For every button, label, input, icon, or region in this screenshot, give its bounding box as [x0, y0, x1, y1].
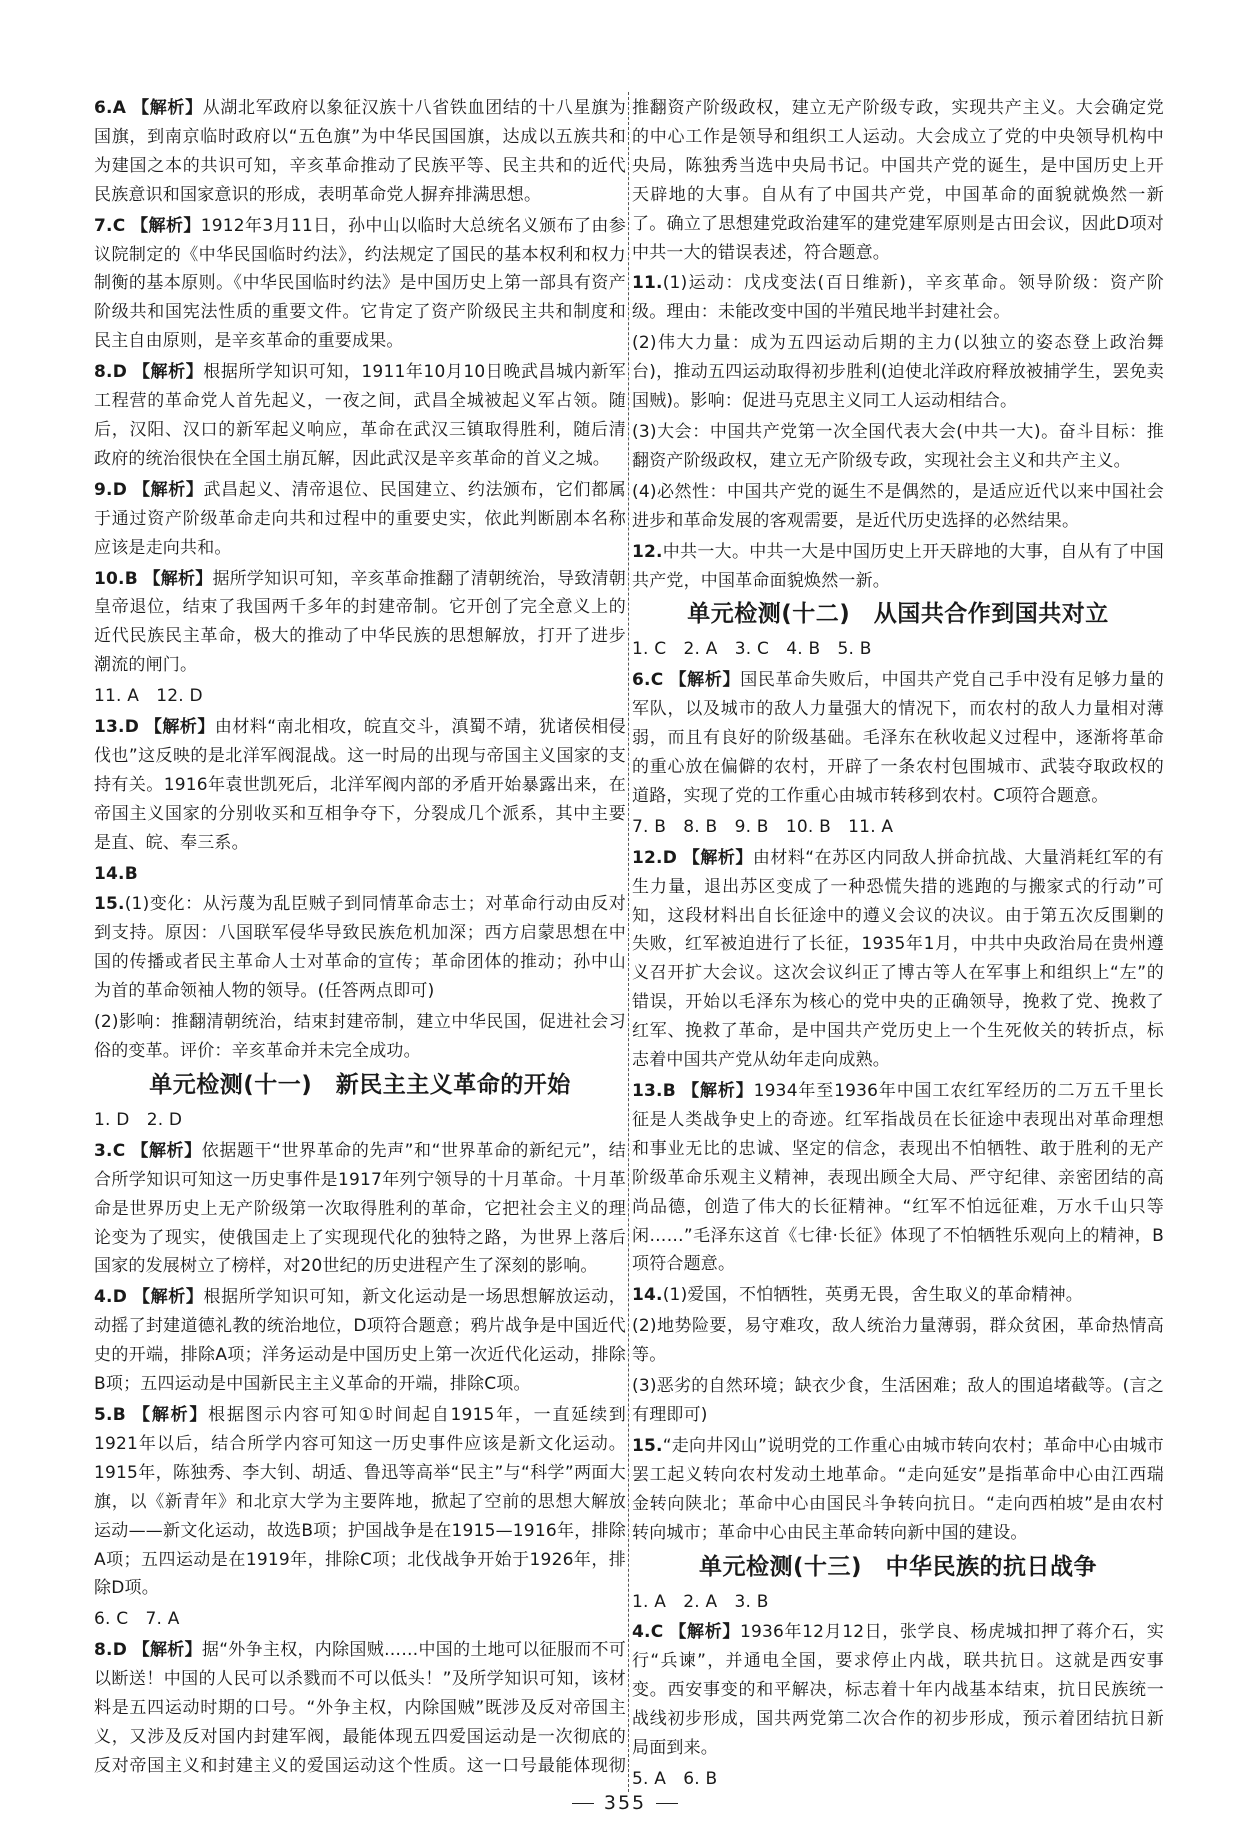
question-number: 15.: [632, 1435, 663, 1456]
analysis-tag: 【解析】: [669, 670, 741, 691]
question-number: 4.: [632, 1622, 651, 1643]
answer-text: 1. C 2. A 3. C 4. B 5. B: [632, 639, 872, 660]
answer-text: 1. A 2. A 3. B: [632, 1591, 769, 1612]
answer-text: 推翻资产阶级政权，建立无产阶级专政，实现共产主义。大会确定党的中心工作是领导和组织工人运动。大会成立了党的中央领导机构中央局，陈独秀当选中央局书记。中国共产党的诞生，是中国历史上开天辟地的大事。自从有了中国共产党，中国革命的面貌就焕然一新了。确立了思想建党政治建军的建党建军原则是古田会议，因此D项对中共一大的错误表述，符合题意。: [632, 98, 1164, 263]
question-number: 13.: [94, 717, 125, 738]
answer-item: [94, 1283, 626, 1399]
answer-item: [94, 682, 626, 711]
answer-item: [94, 1137, 626, 1282]
answer-text: 据所学知识可知，辛亥革命推翻了清朝统治，导致清朝皇帝退位，结束了我国两千多年的封建帝制。它开创了完全意义上的近代民族民主革命，极大的推动了中华民族的思想解放，打开了进步潮流的闸门。: [94, 568, 626, 676]
answer-choice: C: [112, 1140, 126, 1161]
answer-item: [632, 1618, 1164, 1763]
answer-choice: C: [112, 215, 126, 236]
answer-item: [94, 476, 626, 563]
answer-choice: B: [124, 863, 138, 884]
analysis-tag: 【解析】: [132, 98, 203, 118]
answer-text: 5. A 6. B: [632, 1768, 718, 1784]
left-column: [94, 94, 626, 1784]
answer-item: [94, 713, 626, 858]
answer-item: [632, 269, 1164, 327]
answer-text: 根据所学知识可知，新文化运动是一场思想解放运动，动摇了封建道德礼教的统治地位，D项符合题意；鸦片战争是中国近代史的开端，排除A项；洋务运动是中国历史上第一次近代化运动，排除B项；五四运动是中国新民主主义革命的开端，排除C项。: [94, 1287, 626, 1395]
answer-item: [632, 813, 1164, 842]
answer-subpart: [632, 94, 1164, 267]
answer-text: 1912年3月11日，孙中山以临时大总统名义颁布了由参议院制定的《中华民国临时约法》，约法规定了国民的基本权利和权力制衡的基本原则。《中华民国临时约法》是中国历史上第一部具有资产阶级共和国宪法性质的重要文件。它肯定了资产阶级民主共和制度和民主自由原则，是辛亥革命的重要成果。: [94, 215, 626, 352]
question-number: 15.: [94, 894, 125, 915]
analysis-tag: 【解析】: [144, 717, 215, 738]
answer-text: (3)恶劣的自然环境；缺衣少食，生活困难；敌人的围追堵截等。(言之有理即可): [632, 1376, 1164, 1425]
answer-text: (4)必然性：中国共产党的诞生不是偶然的，是适应近代以来中国社会进步和革命发展的客观需要，是近代历史选择的必然结果。: [632, 481, 1164, 531]
answer-text: 武昌起义、清帝退位、民国建立、约法颁布，它们都属于通过资产阶级革命走向共和过程中的重要史实，依此判断剧本名称应该是走向共和。: [94, 479, 626, 558]
analysis-tag: 【解析】: [131, 215, 201, 236]
section-heading: 单元检测(十三) 中华民族的抗日战争: [698, 1553, 1098, 1580]
answer-item: [94, 212, 626, 357]
answer-subpart: [632, 1312, 1164, 1370]
question-number: 3.: [94, 1140, 113, 1161]
answer-subpart: [632, 478, 1164, 536]
answer-text: “走向井冈山”说明党的工作重心由城市转向农村；革命中心由城市罢工起义转向农村发动土地革命。“走向延安”是指革命中心由江西瑞金转向陕北；革命中心由国民斗争转向抗日。“走向西柏坡”是由农村转向城市；革命中心由民主革命转向新中国的建设。: [632, 1435, 1164, 1543]
section-heading: 单元检测(十一) 新民主主义革命的开始: [149, 1071, 571, 1098]
answer-choice: C: [650, 670, 664, 691]
answer-item: [94, 1106, 626, 1135]
answer-item: [94, 1636, 626, 1784]
answer-text: 从湖北军政府以象征汉族十八省铁血团结的十八星旗为国旗，到南京临时政府以“五色旗”为中华民国国旗，达成以五族共和为建国之本的共识可知，辛亥革命推动了民族平等、民主共和的近代民族意识和国家意识的形成，表明革命党人摒弃排满思想。: [94, 98, 626, 205]
answer-text: 1. D 2. D: [94, 1109, 183, 1130]
answer-item: [632, 1077, 1164, 1279]
page-footer: [0, 1792, 1250, 1814]
answer-text: (1)爱国，不怕牺牲，英勇无畏，舍生取义的革命精神。: [662, 1285, 1083, 1306]
answer-choice: D: [662, 847, 678, 868]
answer-choice: B: [124, 568, 138, 589]
footer-dash-left: [572, 1803, 594, 1804]
footer-dash-right: [656, 1803, 678, 1804]
answer-text: (3)大会：中国共产党第一次全国代表大会(中共一大)。奋斗目标：推翻资产阶级政权，建立无产阶级专政，实现社会主义和共产主义。: [632, 421, 1164, 471]
answer-text: 根据所学知识可知，1911年10月10日晚武昌城内新军工程营的革命党人首先起义，一夜之间，武昌全城被起义军占领。随后，汉阳、汉口的新军起义响应，革命在武汉三镇取得胜利，随后清政府的统治很快在全国土崩瓦解，因此武汉是辛亥革命的首义之城。: [94, 362, 626, 469]
answer-text: 国民革命失败后，中国共产党自己手中没有足够力量的军队，以及城市的敌人力量强大的情况下，而农村的敌人力量相对薄弱，而且有良好的阶级基础。毛泽东在秋收起义过程中，逐渐将革命的重心放在偏僻的农村，开辟了一条农村包围城市、武装夺取政权的道路，实现了党的工作重心由城市转移到农村。C项符合题意。: [632, 670, 1164, 806]
answer-item: [94, 358, 626, 474]
answer-choice: B: [662, 1081, 676, 1101]
question-number: 10.: [94, 568, 125, 589]
analysis-tag: 【解析】: [131, 1140, 202, 1161]
answer-text: 6. C 7. A: [94, 1609, 180, 1630]
answer-text: 1936年12月12日，张学良、杨虎城扣押了蒋介石，实行“兵谏”，并通电全国，要求停止内战，联共抗日。这就是西安事变。西安事变的和平解决，标志着十年内战基本结束，抗日民族统一战线初步形成，国共两党第二次合作的初步形成，预示着团结抗日新局面到来。: [632, 1622, 1164, 1759]
answer-subpart: [94, 1008, 626, 1066]
question-number: 8.: [94, 1640, 113, 1661]
analysis-tag: 【解析】: [133, 1404, 209, 1425]
answer-subpart: [632, 418, 1164, 476]
analysis-tag: 【解析】: [132, 362, 204, 383]
answer-choice: D: [112, 479, 127, 500]
question-number: 6.: [632, 670, 651, 691]
analysis-tag: 【解析】: [143, 568, 213, 589]
answer-item: [632, 635, 1164, 664]
analysis-tag: 【解析】: [133, 479, 204, 500]
question-number: 12.: [632, 541, 663, 562]
answer-choice: B: [112, 1404, 126, 1425]
answer-subpart: [632, 1372, 1164, 1430]
question-number: 4.: [94, 1287, 113, 1308]
answer-choice: A: [112, 98, 127, 118]
answer-text: 由材料“在苏区内同敌人拼命抗战、大量消耗红军的有生力量，退出苏区变成了一种恐慌失措的逃跑的与搬家式的行动”可知，这段材料出自长征途中的遵义会议的决议。由于第五次反围剿的失败，红军被迫进行了长征，1935年1月，中共中央政治局在贵州遵义召开扩大会议。这次会议纠正了博古等人在军事上和组织上“左”的错误，开始以毛泽东为核心的党中央的正确领导，挽救了党、挽救了红军、挽救了革命，是中国共产党历史上一个生死攸关的转折点，标志着中国共产党从幼年走向成熟。: [632, 847, 1164, 1071]
question-number: 6.: [94, 98, 113, 118]
answer-text: (2)伟大力量：成为五四运动后期的主力(以独立的姿态登上政治舞台)，推动五四运动取得初步胜利(迫使北洋政府释放被捕学生，罢免卖国贼)。影响：促进马克思主义同工人运动相结合。: [632, 333, 1164, 412]
answer-item: [632, 844, 1164, 1075]
question-number: 9.: [94, 479, 113, 500]
page-number: 355: [603, 1792, 647, 1814]
analysis-tag: 【解析】: [669, 1622, 740, 1643]
answer-item: [632, 538, 1164, 596]
answer-text: (2)影响：推翻清朝统治，结束封建帝制，建立中华民国，促进社会习俗的变革。评价：辛亥革命并未完全成功。: [94, 1012, 626, 1061]
analysis-tag: 【解析】: [682, 1081, 754, 1101]
right-column: [632, 94, 1164, 1784]
answer-choice: C: [650, 1622, 664, 1643]
answer-item: [94, 1401, 626, 1603]
answer-item: [632, 1765, 1164, 1784]
answer-text: 中共一大。中共一大是中国历史上开天辟地的大事，自从有了中国共产党，中国革命面貌焕然一新。: [632, 541, 1164, 591]
analysis-tag: 【解析】: [682, 847, 753, 868]
answer-text: 7. B 8. B 9. B 10. B 11. A: [632, 816, 894, 837]
answer-choice: D: [112, 1287, 127, 1308]
answer-text: (1)变化：从污蔑为乱臣贼子到同情革命志士；对革命行动由反对到支持。原因：八国联军侵华导致民族危机加深；西方启蒙思想在中国的传播或者民主革命人士对革命的宣传；革命团体的推动；孙中山为首的革命领袖人物的领导。(任答两点即可): [94, 894, 626, 1002]
answer-item: [94, 1605, 626, 1634]
question-number: 5.: [94, 1404, 113, 1425]
answer-item: [632, 1281, 1164, 1310]
answer-item: [632, 1588, 1164, 1617]
question-number: 12.: [632, 847, 663, 868]
answer-text: (1)运动：戊戌变法(百日维新)，辛亥革命。领导阶级：资产阶级。理由：未能改变中国的半殖民地半封建社会。: [632, 273, 1164, 323]
question-number: 11.: [632, 273, 663, 294]
answer-item: [632, 1432, 1164, 1548]
question-number: 13.: [632, 1081, 663, 1101]
answer-choice: D: [112, 1640, 127, 1661]
answer-text: (2)地势险要，易守难攻，敌人统治力量薄弱，群众贫困，革命热情高等。: [632, 1316, 1164, 1366]
answer-text: 依据题干“世界革命的先声”和“世界革命的新纪元”，结合所学知识可知这一历史事件是1917年列宁领导的十月革命。十月革命是世界历史上无产阶级第一次取得胜利的革命，它把社会主义的理论变为了现实，使俄国走上了实现现代化的独特之路，为世界上落后国家的发展树立了榜样，对20世纪的历史进程产生了深刻的影响。: [94, 1140, 626, 1277]
answer-text: 11. A 12. D: [94, 686, 203, 707]
answer-item: [632, 666, 1164, 811]
answer-item: [94, 94, 626, 210]
answer-text: 根据图示内容可知①时间起自1915年，一直延续到1921年以后，结合所学内容可知这一历史事件应该是新文化运动。1915年，陈独秀、李大钊、胡适、鲁迅等高举“民主”与“科学”两面大旗，以《新青年》和北京大学为主要阵地，掀起了空前的思想大解放运动——新文化运动，故选B项；护国战争是在1915—1916年，排除A项；五四运动是在1919年，排除C项；北伐战争开始于1926年，排除D项。: [94, 1404, 626, 1599]
question-number: 14.: [632, 1285, 663, 1306]
answer-subpart: [632, 329, 1164, 416]
question-number: 7.: [94, 215, 113, 236]
analysis-tag: 【解析】: [132, 1640, 202, 1661]
column-divider: [628, 92, 629, 1792]
answer-text: 1934年至1936年中国工农红军经历的二万五千里长征是人类战争史上的奇迹。红军指战员在长征途中表现出对革命理想和事业无比的忠诚、坚定的信念，表现出不怕牺牲、敢于胜利的无产阶级革命乐观主义精神，表现出顾全大局、严守纪律、亲密团结的高尚品德，创造了伟大的长征精神。“红军不怕远征难，万水千山只等闲……”毛泽东这首《七律·长征》体现了不怕牺牲乐观向上的精神，B项符合题意。: [632, 1081, 1164, 1275]
answer-item: [94, 890, 626, 1006]
answer-item: [94, 565, 626, 681]
answer-text: 据“外争主权，内除国贼……中国的土地可以征服而不可以断送！中国的人民可以杀戮而不可以低头！”及所学知识可知，该材料是五四运动时期的口号。“外争主权，内除国贼”既涉及反对帝国主义，又涉及反对国内封建军阀，最能体现五四爱国运动是一次彻底的反对帝国主义和封建主义的爱国运动这个性质。这一口号最能体现彻: [94, 1640, 626, 1776]
answer-item: [94, 860, 626, 889]
section-heading: 单元检测(十二) 从国共合作到国共对立: [687, 601, 1109, 628]
analysis-tag: 【解析】: [133, 1287, 204, 1308]
answer-text: 由材料“南北相攻，皖直交斗，滇蜀不靖，犹诸侯相侵伐也”这反映的是北洋军阀混战。这一时局的出现与帝国主义国家的支持有关。1916年袁世凯死后，北洋军阀内部的矛盾开始暴露出来，在帝国主义国家的分别收买和互相争夺下，分裂成几个派系，其中主要是直、皖、奉三系。: [94, 717, 626, 853]
question-number: 14.: [94, 863, 125, 884]
question-number: 8.: [94, 362, 113, 383]
answer-choice: D: [124, 717, 140, 738]
answer-choice: D: [112, 362, 127, 383]
